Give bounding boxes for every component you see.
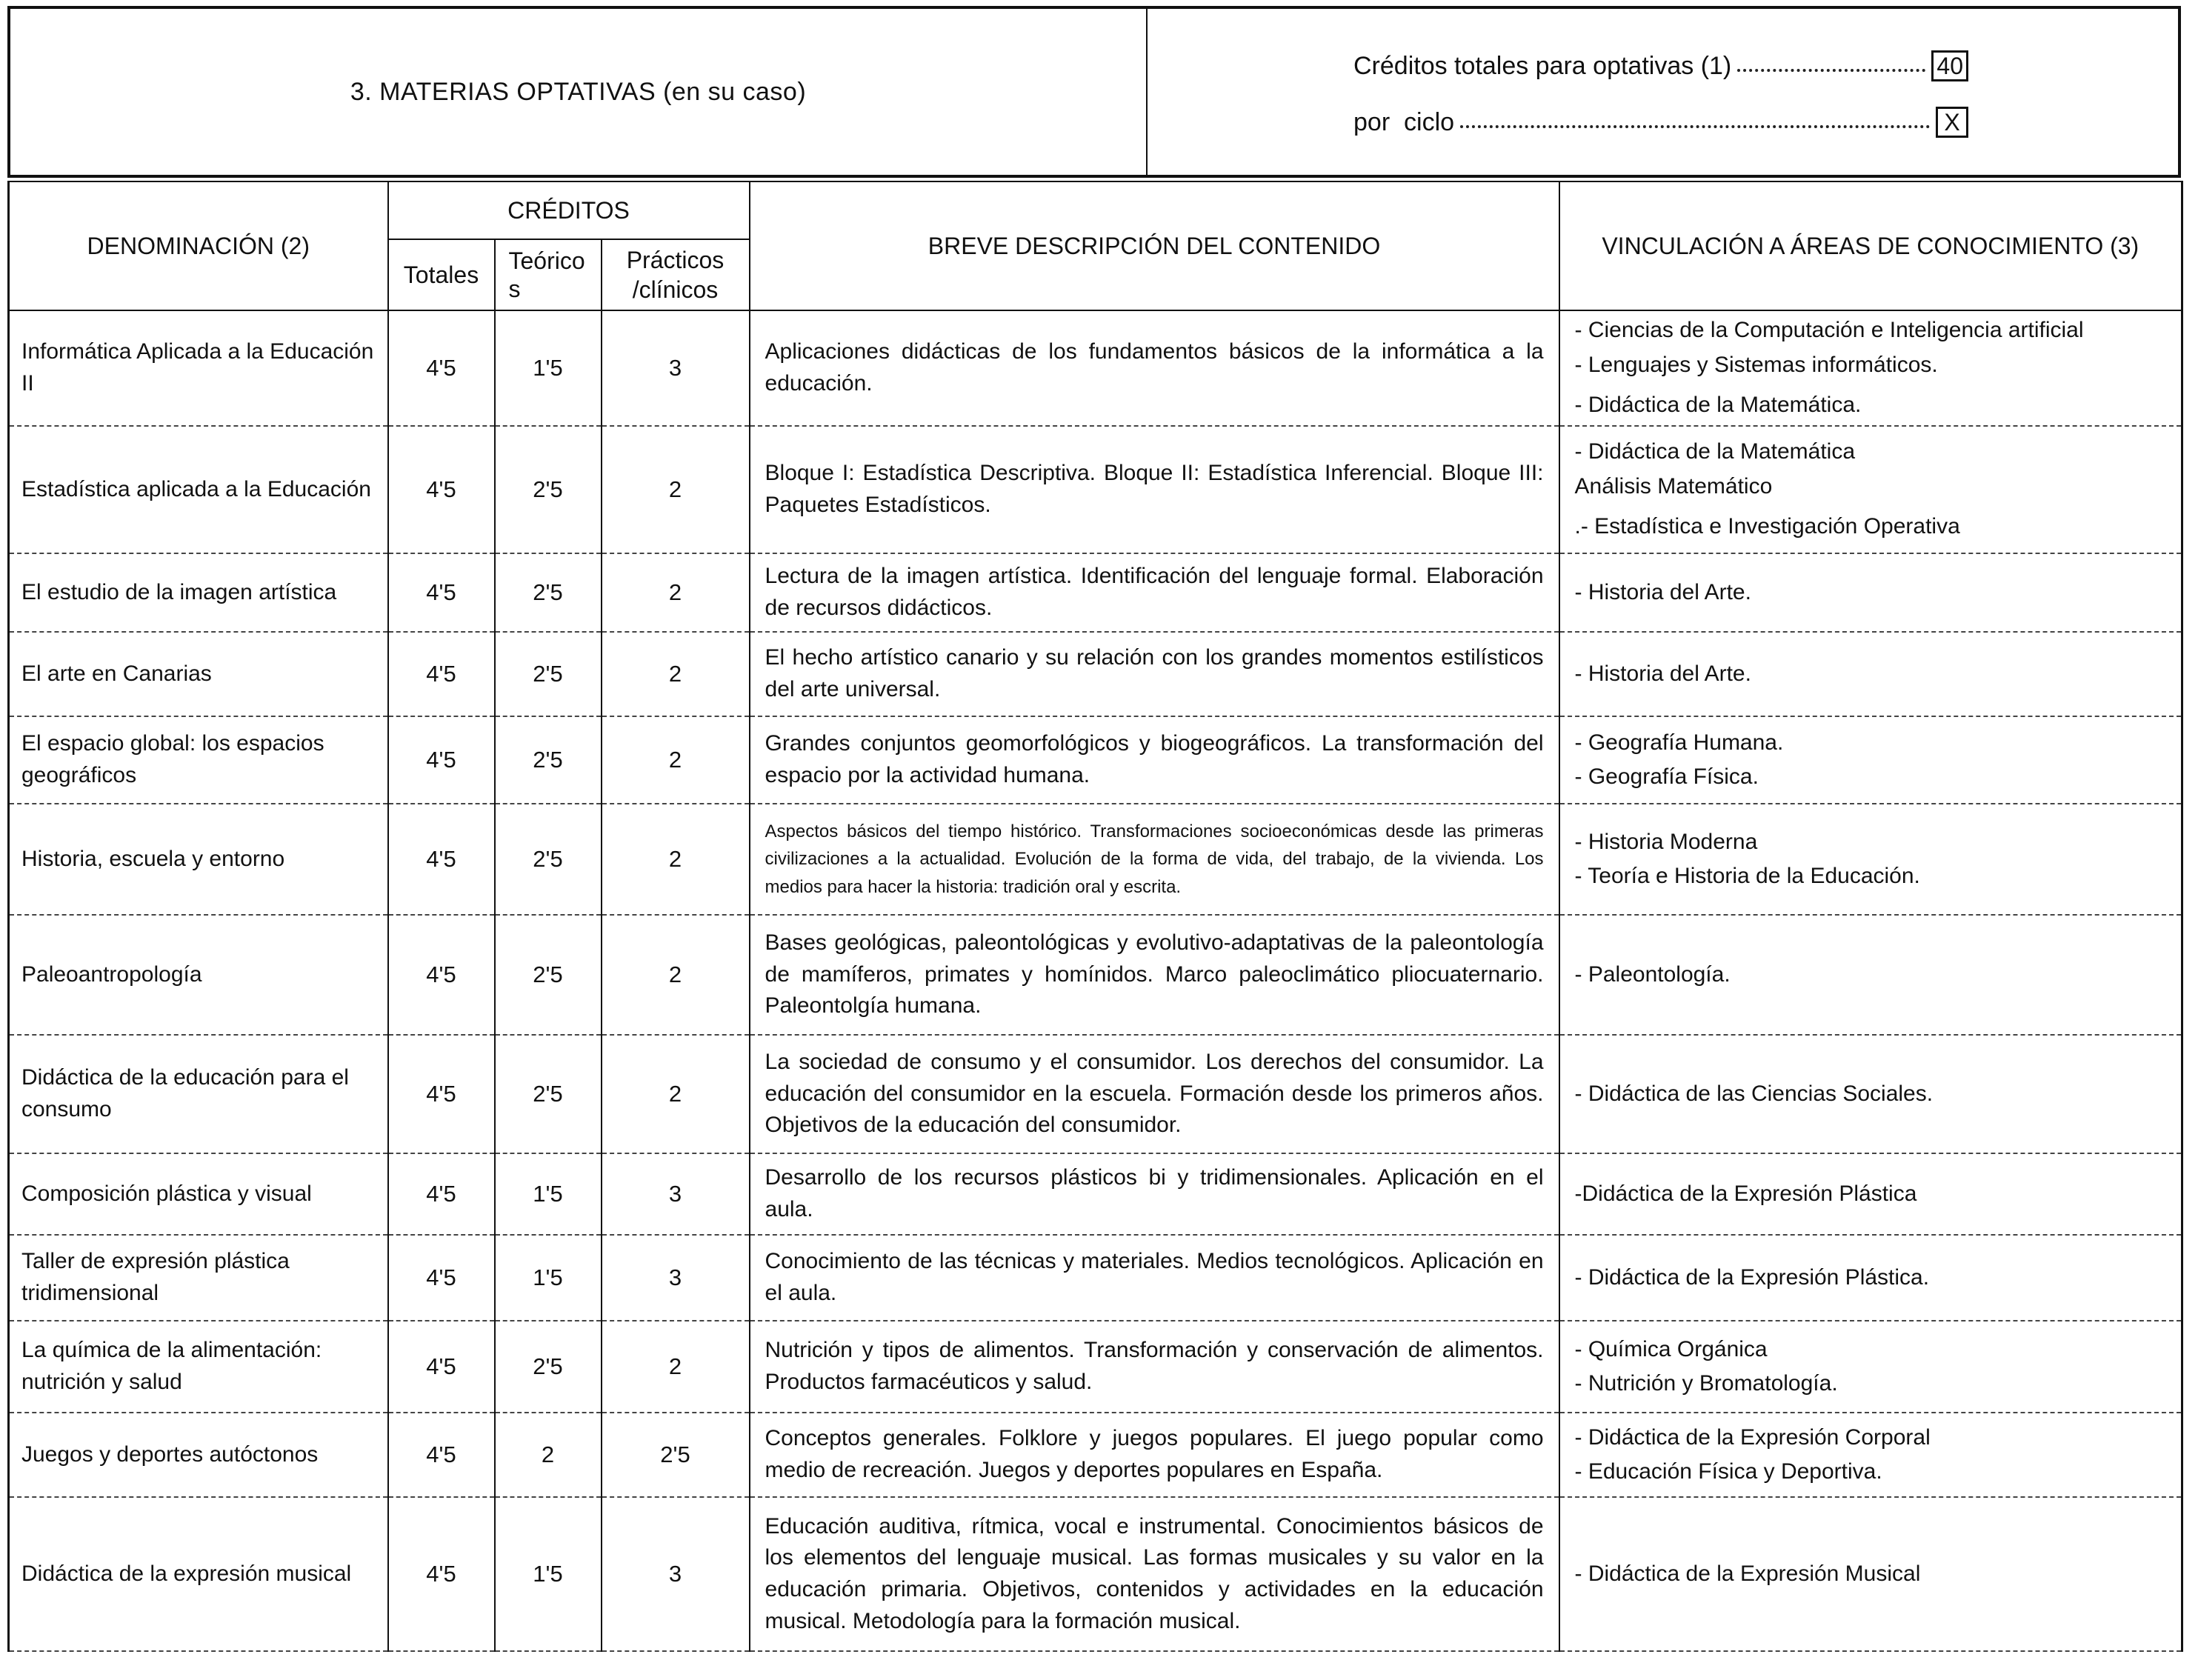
- cell-totales: 4'5: [388, 915, 495, 1035]
- column-header-practicos: Prácticos /clínicos: [602, 239, 750, 310]
- total-credits-label: Créditos totales para optativas (1): [1353, 51, 1732, 80]
- cell-denominacion: Didáctica de la educación para el consumo: [9, 1035, 388, 1153]
- column-header-vinculacion: VINCULACIÓN A ÁREAS DE CONOCIMIENTO (3): [1559, 181, 2182, 310]
- section-header-box: [7, 6, 2181, 178]
- cell-areas: [1559, 1235, 2182, 1321]
- cell-totales: 4'5: [388, 553, 495, 632]
- total-credits-value: 40: [1931, 50, 1968, 81]
- cell-totales: 4'5: [388, 632, 495, 716]
- cell-areas: [1559, 1321, 2182, 1413]
- area-item: - Educación Física y Deportiva.: [1574, 1459, 1882, 1484]
- area-item: - Ciencias de la Computación e Inteligencia artificial: [1574, 318, 2084, 343]
- document-page: [7, 6, 2193, 1674]
- cell-descripcion: La sociedad de consumo y el consumidor. Los derechos del consumidor. La educación del consumidor en la escuela. Formación desde los primeros años. Objetivos de la educación del consumidor.: [750, 1035, 1559, 1153]
- cell-areas: [1559, 553, 2182, 632]
- cell-descripcion: Educación auditiva, rítmica, vocal e instrumental. Conocimientos básicos de los elementos del lenguaje musical. Las formas musicales y su valor en la educación primaria. Objetivos, contenidos y actividades en la educación musical. Metodología para la formación musical.: [750, 1497, 1559, 1651]
- per-cycle-label: por ciclo: [1353, 107, 1455, 136]
- cell-descripcion: Grandes conjuntos geomorfológicos y biogeográficos. La transformación del espacio por la actividad humana.: [750, 716, 1559, 804]
- cell-totales: 4'5: [388, 426, 495, 553]
- cell-areas: [1559, 716, 2182, 804]
- area-item: - Teoría e Historia de la Educación.: [1574, 864, 1920, 888]
- cell-areas: [1559, 1035, 2182, 1153]
- table-row: [9, 426, 2182, 553]
- cell-practicos: 2: [602, 632, 750, 716]
- area-item: - Didáctica de la Matemática: [1574, 439, 1856, 464]
- cell-descripcion: El hecho artístico canario y su relación con los grandes momentos estilísticos del arte universal.: [750, 632, 1559, 716]
- cell-teoricos: 1'5: [495, 1497, 602, 1651]
- area-item: - Didáctica de las Ciencias Sociales.: [1574, 1081, 1934, 1106]
- table-row: [9, 1413, 2182, 1497]
- cell-teoricos: 1'5: [495, 1235, 602, 1321]
- cell-denominacion: Didáctica de la expresión musical: [9, 1497, 388, 1651]
- area-item: - Historia del Arte.: [1574, 579, 1751, 604]
- area-item: - Nutrición y Bromatología.: [1574, 1371, 1838, 1396]
- cell-teoricos: 2'5: [495, 915, 602, 1035]
- table-row: [9, 804, 2182, 915]
- cell-teoricos: 2'5: [495, 553, 602, 632]
- cell-totales: 4'5: [388, 310, 495, 426]
- area-item: - Didáctica de la Expresión Musical: [1574, 1561, 1921, 1586]
- area-item: -Didáctica de la Expresión Plástica: [1574, 1181, 1917, 1206]
- cell-descripcion: Conocimiento de las técnicas y materiales. Medios tecnológicos. Aplicación en el aula.: [750, 1235, 1559, 1321]
- cell-denominacion: Estadística aplicada a la Educación: [9, 426, 388, 553]
- cell-teoricos: 2'5: [495, 804, 602, 915]
- optional-subjects-table: [7, 181, 2183, 1652]
- cell-descripcion: Conceptos generales. Folklore y juegos populares. El juego popular como medio de recreación. Juegos y deportes populares en España.: [750, 1413, 1559, 1497]
- area-item: .- Estadística e Investigación Operativa: [1574, 514, 1960, 539]
- table-row: [9, 1321, 2182, 1413]
- cell-descripcion: Nutrición y tipos de alimentos. Transformación y conservación de alimentos. Productos farmacéuticos y salud.: [750, 1321, 1559, 1413]
- cell-denominacion: Composición plástica y visual: [9, 1153, 388, 1235]
- cell-totales: 4'5: [388, 1321, 495, 1413]
- cell-practicos: 2: [602, 1035, 750, 1153]
- table-row: [9, 1235, 2182, 1321]
- table-row: [9, 1497, 2182, 1651]
- cell-teoricos: 2'5: [495, 632, 602, 716]
- cell-areas: [1559, 1497, 2182, 1651]
- cell-denominacion: El arte en Canarias: [9, 632, 388, 716]
- cell-teoricos: 1'5: [495, 310, 602, 426]
- area-item: - Geografía Física.: [1574, 764, 1759, 789]
- cell-practicos: 2: [602, 716, 750, 804]
- area-item: - Historia Moderna: [1574, 829, 1758, 854]
- table-row: [9, 1035, 2182, 1153]
- area-item: - Didáctica de la Expresión Corporal: [1574, 1424, 1931, 1450]
- table-row: [9, 1153, 2182, 1235]
- cell-teoricos: 1'5: [495, 1153, 602, 1235]
- per-cycle-value: X: [1936, 107, 1968, 138]
- cell-practicos: 2: [602, 915, 750, 1035]
- cell-teoricos: 2'5: [495, 1035, 602, 1153]
- cell-practicos: 2'5: [602, 1413, 750, 1497]
- table-row: [9, 632, 2182, 716]
- table-body: [9, 310, 2182, 1651]
- cell-practicos: 3: [602, 310, 750, 426]
- table-row: [9, 716, 2182, 804]
- column-header-creditos: CRÉDITOS: [388, 181, 750, 239]
- dot-leader: [1737, 69, 1925, 72]
- column-header-descripcion: BREVE DESCRIPCIÓN DEL CONTENIDO: [750, 181, 1559, 310]
- cell-descripcion: Lectura de la imagen artística. Identificación del lenguaje formal. Elaboración de recursos didácticos.: [750, 553, 1559, 632]
- column-header-totales: Totales: [388, 239, 495, 310]
- cell-practicos: 2: [602, 553, 750, 632]
- table-row: [9, 310, 2182, 426]
- cell-totales: 4'5: [388, 1035, 495, 1153]
- cell-areas: [1559, 632, 2182, 716]
- area-item: - Didáctica de la Expresión Plástica.: [1574, 1264, 1930, 1290]
- cell-practicos: 3: [602, 1497, 750, 1651]
- column-header-denominacion: DENOMINACIÓN (2): [9, 181, 388, 310]
- cell-descripcion: Desarrollo de los recursos plásticos bi y tridimensionales. Aplicación en el aula.: [750, 1153, 1559, 1235]
- credits-summary: [1148, 9, 2178, 175]
- area-item: - Paleontología.: [1574, 961, 1731, 987]
- total-credits-line: [1353, 50, 1968, 81]
- cell-areas: [1559, 1413, 2182, 1497]
- cell-areas: [1559, 804, 2182, 915]
- area-item: - Química Orgánica: [1574, 1336, 1768, 1361]
- cell-practicos: 3: [602, 1153, 750, 1235]
- cell-practicos: 2: [602, 804, 750, 915]
- cell-denominacion: Juegos y deportes autóctonos: [9, 1413, 388, 1497]
- cell-totales: 4'5: [388, 716, 495, 804]
- cell-denominacion: Informática Aplicada a la Educación II: [9, 310, 388, 426]
- cell-practicos: 2: [602, 1321, 750, 1413]
- section-title: 3. MATERIAS OPTATIVAS (en su caso): [10, 9, 1148, 175]
- cell-descripcion: Bloque I: Estadística Descriptiva. Bloque II: Estadística Inferencial. Bloque III: Paquetes Estadísticos.: [750, 426, 1559, 553]
- cell-areas: [1559, 915, 2182, 1035]
- area-item: - Historia del Arte.: [1574, 661, 1751, 686]
- cell-areas: [1559, 1153, 2182, 1235]
- cell-descripcion: Aplicaciones didácticas de los fundamentos básicos de la informática a la educación.: [750, 310, 1559, 426]
- cell-descripcion: Bases geológicas, paleontológicas y evolutivo-adaptativas de la paleontología de mamíferos, primates y homínidos. Marco paleoclimático pliocuaternario. Paleontolgía humana.: [750, 915, 1559, 1035]
- column-header-teoricos: Teórico s: [495, 239, 602, 310]
- table-header: [9, 181, 2182, 310]
- cell-denominacion: Historia, escuela y entorno: [9, 804, 388, 915]
- cell-descripcion: Aspectos básicos del tiempo histórico. Transformaciones socioeconómicas desde las primeras civilizaciones a la actualidad. Evolución de la forma de vida, del trabajo, de la vivienda. Los medios para hacer la historia: tradición oral y escrita.: [750, 804, 1559, 915]
- cell-areas: [1559, 426, 2182, 553]
- per-cycle-line: [1353, 107, 1968, 138]
- cell-teoricos: 2'5: [495, 1321, 602, 1413]
- area-item: - Lenguajes y Sistemas informáticos.: [1574, 352, 1938, 377]
- area-item: - Geografía Humana.: [1574, 730, 1784, 755]
- cell-totales: 4'5: [388, 1413, 495, 1497]
- cell-denominacion: Taller de expresión plástica tridimensional: [9, 1235, 388, 1321]
- cell-denominacion: La química de la alimentación: nutrición y salud: [9, 1321, 388, 1413]
- area-item: - Didáctica de la Matemática.: [1574, 393, 1862, 418]
- cell-teoricos: 2: [495, 1413, 602, 1497]
- cell-totales: 4'5: [388, 1497, 495, 1651]
- cell-denominacion: Paleoantropología: [9, 915, 388, 1035]
- cell-totales: 4'5: [388, 1235, 495, 1321]
- cell-practicos: 3: [602, 1235, 750, 1321]
- cell-totales: 4'5: [388, 1153, 495, 1235]
- dot-leader: [1460, 125, 1930, 128]
- cell-totales: 4'5: [388, 804, 495, 915]
- cell-practicos: 2: [602, 426, 750, 553]
- table-row: [9, 915, 2182, 1035]
- cell-teoricos: 2'5: [495, 426, 602, 553]
- cell-denominacion: El espacio global: los espacios geográficos: [9, 716, 388, 804]
- cell-teoricos: 2'5: [495, 716, 602, 804]
- cell-denominacion: El estudio de la imagen artística: [9, 553, 388, 632]
- table-row: [9, 553, 2182, 632]
- cell-areas: [1559, 310, 2182, 426]
- area-item: Análisis Matemático: [1574, 473, 1773, 499]
